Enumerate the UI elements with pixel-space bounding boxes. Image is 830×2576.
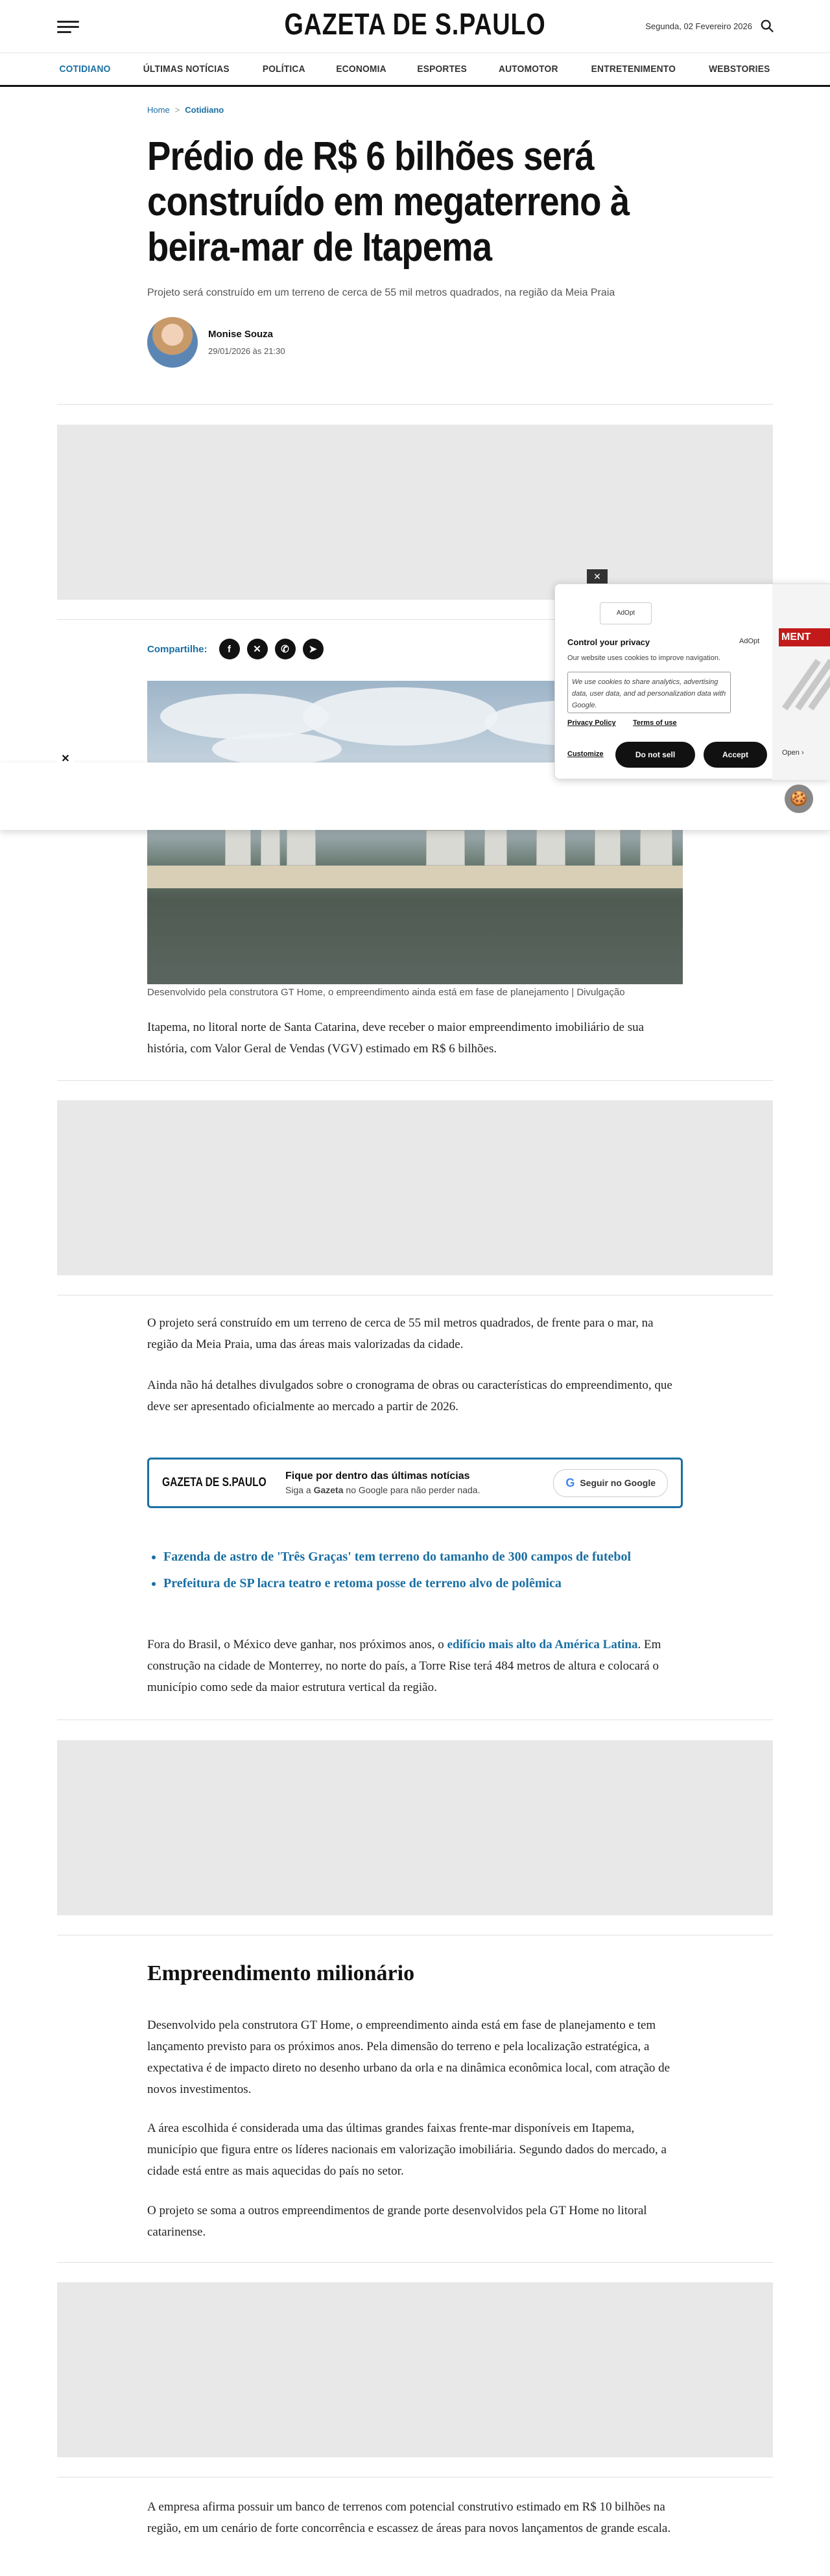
nav-economia[interactable]: ECONOMIA	[336, 64, 386, 75]
nav-politica[interactable]: POLÍTICA	[262, 64, 305, 75]
follow-logo: GAZETA DE S.PAULO	[162, 1476, 267, 1489]
article-subtitle: Projeto será construído em um terreno de cerca de 55 mil metros quadrados, na região da Meia Praia	[147, 287, 615, 298]
related-link[interactable]: Fazenda de astro de 'Três Graças' tem terreno do tamanho de 300 campos de futebol	[163, 1550, 632, 1564]
divider	[57, 1719, 773, 1720]
cookie-detail-box: We use cookies to share analytics, advertising data, user data, and ad personalization data with Google.	[567, 672, 731, 713]
paragraph: A área escolhida é considerada uma das últimas grandes faixas frente-mar disponíveis em Itapema, município que figura entre os líderes nacionais em valorização imobiliária. Segundo dados do mercado, a cidade está entre as mais aquecidas do país no setor.	[147, 2121, 667, 2178]
search-icon[interactable]	[760, 19, 774, 33]
adopt-logo: AdOpt	[600, 602, 652, 624]
nav-cotidiano[interactable]: COTIDIANO	[59, 64, 111, 75]
nav-webstories[interactable]: WEBSTORIES	[709, 64, 770, 75]
google-icon: G	[565, 1476, 575, 1489]
privacy-policy-link[interactable]: Privacy Policy	[567, 719, 616, 727]
nav-automotor[interactable]: AUTOMOTOR	[499, 64, 558, 75]
cookie-icon[interactable]: 🍪	[785, 785, 813, 813]
cookie-consent-panel	[554, 584, 830, 779]
paragraph: Ainda não há detalhes divulgados sobre o cronograma de obras ou características do empreendimento, que deve ser apresentado oficialmente ao mercado a partir de 2026.	[147, 1378, 672, 1413]
paragraph: Itapema, no litoral norte de Santa Catarina, deve receber o maior empreendimento imobiliário de sua história, com Valor Geral de Vendas (VGV) estimado em R$ 6 bilhões.	[147, 1021, 645, 1056]
share-label: Compartilhe:	[147, 643, 208, 655]
main-nav	[0, 53, 830, 87]
telegram-icon[interactable]: ➤	[303, 639, 324, 659]
publish-date: 29/01/2026 às 21:30	[208, 346, 285, 356]
divider	[57, 404, 773, 405]
breadcrumb	[147, 105, 685, 115]
follow-subtitle: Siga a Gazeta no Google para não perder nada.	[285, 1485, 480, 1495]
avatar[interactable]	[147, 317, 198, 368]
photo-caption: Desenvolvido pela construtora GT Home, o empreendimento ainda está em fase de planejamento | Divulgação	[147, 987, 625, 998]
related-link[interactable]: Prefeitura de SP lacra teatro e retoma posse de terreno alvo de polêmica	[163, 1576, 562, 1590]
terms-link[interactable]: Terms of use	[633, 719, 677, 727]
do-not-sell-button[interactable]: Do not sell	[615, 742, 695, 768]
article-header	[147, 105, 685, 368]
breadcrumb-current[interactable]: Cotidiano	[185, 105, 224, 115]
customize-button[interactable]: Customize	[567, 750, 604, 758]
paragraph: O projeto se soma a outros empreendimentos de grande porte desenvolvidos pela GT Home no litoral catarinense.	[147, 2204, 647, 2239]
list-item	[163, 1546, 682, 1568]
nav-ultimas-noticias[interactable]: ÚLTIMAS NOTÍCIAS	[143, 64, 230, 75]
article-title: Prédio de R$ 6 bilhões será construído em megaterreno à beira-mar de Itapema	[147, 134, 630, 270]
cookie-title: Control your privacy	[567, 637, 650, 647]
list-item	[163, 1573, 682, 1594]
breadcrumb-separator: >	[174, 105, 180, 115]
ad-placeholder	[57, 2282, 773, 2457]
author-block	[147, 317, 685, 368]
related-links	[163, 1546, 682, 1600]
share-bar	[147, 639, 331, 659]
site-logo[interactable]: GAZETA DE S.PAULO	[284, 7, 546, 41]
follow-title: Fique por dentro das últimas notícias	[285, 1471, 470, 1482]
cookie-description: Our website uses cookies to improve navigation.	[567, 654, 721, 662]
paragraph: O projeto será construído em um terreno de cerca de 55 mil metros quadrados, de frente para o mar, na região da Meia Praia, uma das áreas mais valorizadas da cidade.	[147, 1316, 654, 1351]
divider	[57, 2262, 773, 2263]
divider	[57, 1080, 773, 1081]
header-date: Segunda, 02 Fevereiro 2026	[645, 21, 752, 31]
follow-google-button[interactable]: G Seguir no Google	[553, 1469, 668, 1497]
x-icon[interactable]: ✕	[247, 639, 268, 659]
paragraph: A empresa afirma possuir um banco de terrenos com potencial construtivo estimado em R$ 10 bilhões na região, em um cenário de forte concorrência e escassez de áreas para novos lançamentos de grande escala.	[147, 2500, 671, 2535]
facebook-icon[interactable]: f	[219, 639, 240, 659]
section-heading: Empreendimento milionário	[147, 1961, 415, 1985]
ad-placeholder	[57, 425, 773, 600]
close-icon[interactable]: ✕	[587, 569, 608, 584]
ad-badge: MENT	[779, 628, 830, 646]
site-header	[0, 0, 830, 53]
whatsapp-icon[interactable]: ✆	[275, 639, 296, 659]
nav-esportes[interactable]: ESPORTES	[417, 64, 468, 75]
ad-placeholder	[57, 1740, 773, 1915]
breadcrumb-home[interactable]: Home	[147, 105, 170, 115]
ad-placeholder	[57, 1100, 773, 1275]
inline-link[interactable]: edifício mais alto da América Latina	[447, 1638, 638, 1651]
author-name[interactable]: Monise Souza	[208, 329, 274, 340]
paragraph: Fora do Brasil, o México deve ganhar, nos próximos anos, o edifício mais alto da América Latina. Em construção na cidade de Monterrey, no norte do país, a Torre Rise terá 484 metros de altura e colocará o município como sede da maior estrutura vertical da região.	[147, 1638, 661, 1694]
paragraph: Desenvolvido pela construtora GT Home, o empreendimento ainda está em fase de planejamento e tem lançamento previsto para os próximos anos. Pela dimensão do terreno e pela localização estratégica, a expectativa é de impacto direto no desenho urbano da orla e na dinâmica econômica local, com atração de novos investimentos.	[147, 2018, 670, 2096]
accept-button[interactable]: Accept	[704, 742, 767, 768]
open-button[interactable]: Open ›	[782, 749, 804, 757]
cookie-brand: AdOpt	[739, 637, 760, 645]
nav-entretenimento[interactable]: ENTRETENIMENTO	[591, 64, 676, 75]
follow-google-box	[147, 1458, 683, 1508]
close-icon[interactable]: ✕	[57, 751, 74, 768]
